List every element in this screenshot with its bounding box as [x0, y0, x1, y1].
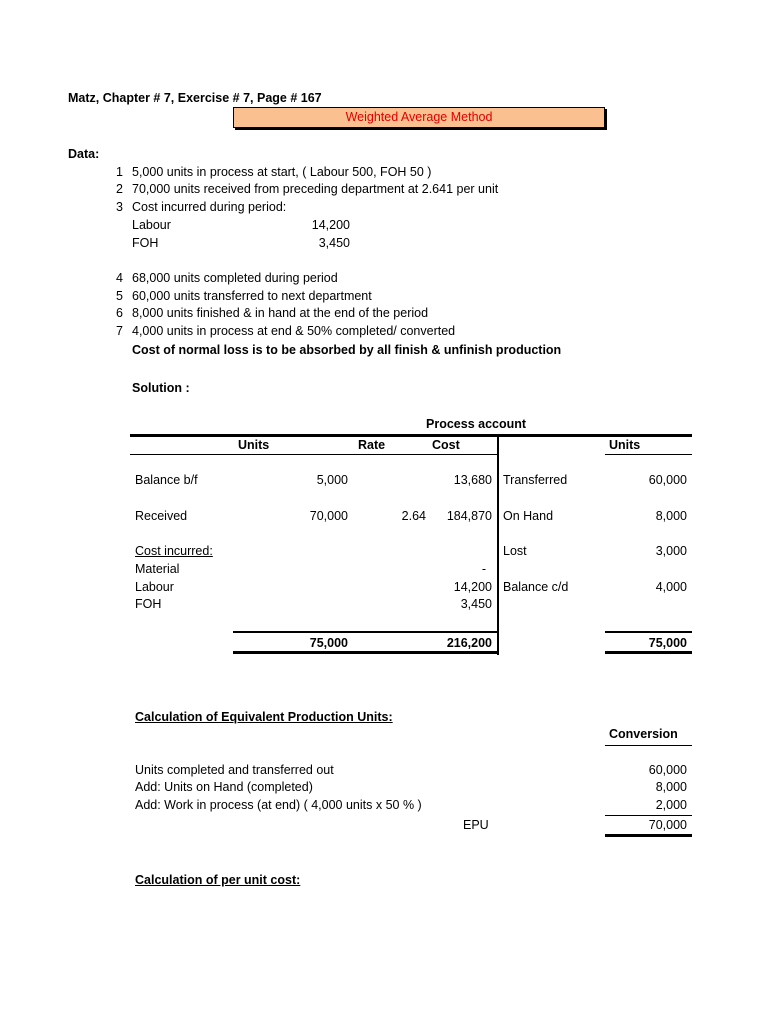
process-account-title: Process account: [426, 417, 527, 431]
epu-total-value: 70,000: [648, 818, 687, 832]
right-row-label: Transferred: [503, 473, 568, 487]
epu-total-bottom-rule: [605, 834, 692, 837]
row-cost: 184,870: [446, 509, 492, 523]
document-title: Matz, Chapter # 7, Exercise # 7, Page # 167: [68, 91, 322, 105]
row-label: Received: [135, 509, 188, 523]
table-top-rule: [130, 434, 692, 437]
epu-header-rule: [605, 745, 692, 746]
epu-row-label: Add: Units on Hand (completed): [135, 780, 313, 794]
data-item-text: 68,000 units completed during period: [132, 271, 338, 285]
data-item-number: 4: [116, 271, 123, 285]
data-label: Data:: [68, 147, 100, 161]
method-banner: [233, 107, 605, 128]
header-rule-right: [605, 454, 692, 455]
header-rate: Rate: [358, 438, 386, 452]
account-divider: [497, 436, 499, 655]
epu-total-top-rule: [605, 815, 692, 816]
data-item-number: 7: [116, 324, 123, 338]
header-units: Units: [238, 438, 270, 452]
header-cost: Cost: [432, 438, 460, 452]
row-units: 5,000: [316, 473, 348, 487]
data-item-text: 60,000 units transferred to next department: [132, 289, 372, 303]
header-rule-left: [130, 454, 498, 455]
data-item-number: 3: [116, 200, 123, 214]
total-top-rule-left: [233, 631, 498, 633]
data-item-number: 2: [116, 182, 123, 196]
total-units: 75,000: [309, 636, 348, 650]
epu-row-value: 60,000: [648, 763, 687, 777]
total-bottom-rule-left: [233, 651, 498, 654]
method-banner-text: Weighted Average Method: [345, 110, 493, 124]
total-cost: 216,200: [446, 636, 492, 650]
solution-label: Solution :: [132, 381, 190, 395]
row-label: FOH: [135, 597, 162, 611]
normal-loss-note: Cost of normal loss is to be absorbed by all finish & unfinish production: [132, 343, 562, 357]
total-top-rule-right: [605, 631, 692, 633]
row-label: Balance b/f: [135, 473, 198, 487]
row-cost: 3,450: [460, 597, 492, 611]
data-item-number: 6: [116, 306, 123, 320]
cost-label-foh: FOH: [132, 236, 159, 250]
right-row-units: 4,000: [655, 580, 687, 594]
row-label: Cost incurred:: [135, 544, 213, 558]
row-label: Labour: [135, 580, 174, 594]
data-item-number: 5: [116, 289, 123, 303]
row-rate: 2.64: [401, 509, 426, 523]
total-units-right: 75,000: [648, 636, 687, 650]
row-cost: 14,200: [453, 580, 492, 594]
epu-total-label: EPU: [463, 818, 489, 832]
data-item-text: 5,000 units in process at start, ( Labour 500, FOH 50 ): [132, 165, 432, 179]
row-label: Material: [135, 562, 180, 576]
epu-row-value: 2,000: [655, 798, 687, 812]
epu-title: Calculation of Equivalent Production Units:: [135, 710, 393, 724]
data-item-number: 1: [116, 165, 123, 179]
total-bottom-rule-right: [605, 651, 692, 654]
right-row-label: Balance c/d: [503, 580, 569, 594]
right-row-units: 3,000: [655, 544, 687, 558]
right-row-units: 60,000: [648, 473, 687, 487]
per-unit-cost-title: Calculation of per unit cost:: [135, 873, 301, 887]
cost-value-foh: 3,450: [318, 236, 350, 250]
cost-label-labour: Labour: [132, 218, 171, 232]
data-item-text: Cost incurred during period:: [132, 200, 287, 214]
data-item-text: 8,000 units finished & in hand at the end of the period: [132, 306, 429, 320]
cost-value-labour: 14,200: [311, 218, 350, 232]
right-row-units: 8,000: [655, 509, 687, 523]
data-item-text: 4,000 units in process at end & 50% completed/ converted: [132, 324, 456, 338]
header-units-right: Units: [609, 438, 641, 452]
right-row-label: Lost: [503, 544, 527, 558]
data-item-text: 70,000 units received from preceding department at 2.641 per unit: [132, 182, 499, 196]
epu-row-label: Add: Work in process (at end) ( 4,000 units x 50 % ): [135, 798, 422, 812]
row-cost: -: [481, 562, 486, 576]
row-units: 70,000: [309, 509, 348, 523]
epu-row-label: Units completed and transferred out: [135, 763, 334, 777]
epu-column-header: Conversion: [609, 727, 678, 741]
row-cost: 13,680: [453, 473, 492, 487]
right-row-label: On Hand: [503, 509, 554, 523]
epu-row-value: 8,000: [655, 780, 687, 794]
